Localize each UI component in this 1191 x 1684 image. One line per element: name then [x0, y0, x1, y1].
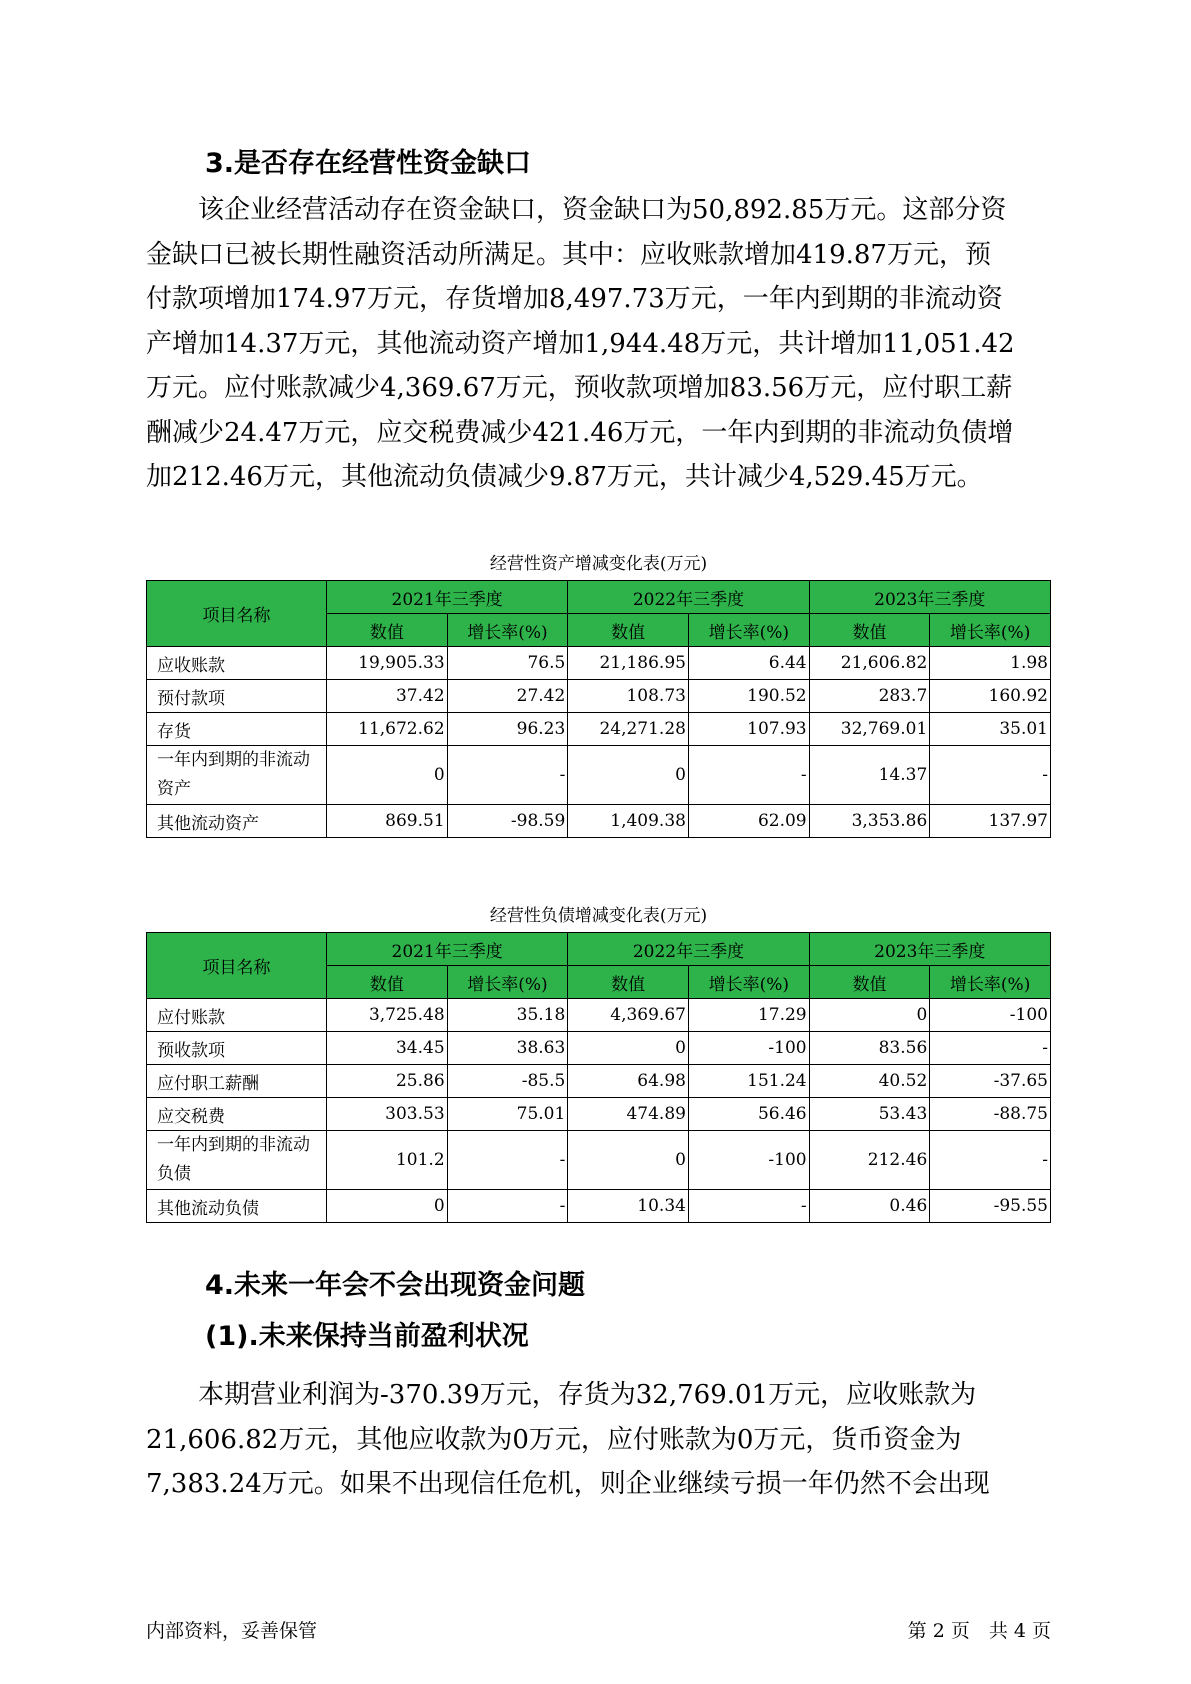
column-header-value: 数值 [327, 614, 448, 647]
column-header-growth-rate: 增长率(%) [688, 614, 809, 647]
table-cell: 35.01 [930, 713, 1051, 746]
table-cell: 76.5 [447, 647, 568, 680]
column-header-period: 2021年三季度 [327, 581, 568, 614]
table-cell: 4,369.67 [568, 999, 689, 1032]
table-cell: - [688, 746, 809, 805]
table-cell: 0 [568, 1131, 689, 1190]
table-cell: - [447, 1190, 568, 1223]
assets-table-caption: 经营性资产增减变化表(万元) [489, 554, 708, 574]
table-cell: 11,672.62 [327, 713, 448, 746]
row-label: 其他流动负债 [147, 1190, 327, 1223]
column-header-growth-rate: 增长率(%) [930, 614, 1051, 647]
assets-table [146, 580, 1051, 838]
table-cell: - [688, 1190, 809, 1223]
table-cell: 108.73 [568, 680, 689, 713]
table-cell: 3,725.48 [327, 999, 448, 1032]
footer-confidential-note: 内部资料，妥善保管 [146, 1620, 318, 1642]
table-cell: 869.51 [327, 805, 448, 838]
column-header-value: 数值 [568, 966, 689, 999]
column-header-period: 2023年三季度 [809, 933, 1050, 966]
row-label: 其他流动资产 [147, 805, 327, 838]
row-label: 预付款项 [147, 680, 327, 713]
table-cell: 10.34 [568, 1190, 689, 1223]
row-label: 应交税费 [147, 1098, 327, 1131]
table-cell: 32,769.01 [809, 713, 930, 746]
table-row [147, 1131, 1051, 1190]
column-header-growth-rate: 增长率(%) [688, 966, 809, 999]
table-cell: 1.98 [930, 647, 1051, 680]
table-cell: 83.56 [809, 1032, 930, 1065]
table-cell: 40.52 [809, 1065, 930, 1098]
table-cell: 24,271.28 [568, 713, 689, 746]
paragraph-line: 酬减少24.47万元，应交税费减少421.46万元，一年内到期的非流动负债增 [146, 417, 1014, 448]
column-header-growth-rate: 增长率(%) [447, 614, 568, 647]
table-cell: 0 [568, 746, 689, 805]
row-label: 应收账款 [147, 647, 327, 680]
table-cell: - [447, 746, 568, 805]
column-header-item-name: 项目名称 [147, 933, 327, 999]
table-cell: 137.97 [930, 805, 1051, 838]
table-row [147, 999, 1051, 1032]
column-header-value: 数值 [568, 614, 689, 647]
column-header-value: 数值 [809, 966, 930, 999]
paragraph-line: 该企业经营活动存在资金缺口，资金缺口为50,892.85万元。这部分资 [146, 195, 1007, 225]
table-cell: 6.44 [688, 647, 809, 680]
liabilities-table [146, 932, 1051, 1223]
table-cell: 75.01 [447, 1098, 568, 1131]
column-header-item-name: 项目名称 [147, 581, 327, 647]
paragraph-line: 万元。应付账款减少4,369.67万元，预收款项增加83.56万元，应付职工薪 [146, 373, 1013, 403]
table-cell: 62.09 [688, 805, 809, 838]
paragraph-line: 产增加14.37万元，其他流动资产增加1,944.48万元，共计增加11,051.42 [146, 328, 1015, 359]
column-header-growth-rate: 增长率(%) [447, 966, 568, 999]
paragraph-line: 本期营业利润为-370.39万元，存货为32,769.01万元，应收账款为 [146, 1380, 977, 1410]
section-4-paragraph [146, 1373, 1061, 1507]
section-3-paragraph [146, 188, 1061, 500]
table-cell: 27.42 [447, 680, 568, 713]
row-label: 预收款项 [147, 1032, 327, 1065]
table-cell: 151.24 [688, 1065, 809, 1098]
table-cell: - [930, 1032, 1051, 1065]
table-cell: 474.89 [568, 1098, 689, 1131]
table-cell: 190.52 [688, 680, 809, 713]
column-header-growth-rate: 增长率(%) [930, 966, 1051, 999]
table-cell: - [930, 1131, 1051, 1190]
table-cell: 283.7 [809, 680, 930, 713]
table-cell: -37.65 [930, 1065, 1051, 1098]
table-cell: 19,905.33 [327, 647, 448, 680]
table-cell: 0 [327, 1190, 448, 1223]
table-cell: 0 [568, 1032, 689, 1065]
row-label: 应付账款 [147, 999, 327, 1032]
table-cell: 35.18 [447, 999, 568, 1032]
row-label: 应付职工薪酬 [147, 1065, 327, 1098]
table-cell: 38.63 [447, 1032, 568, 1065]
table-row [147, 1190, 1051, 1223]
table-cell: 0.46 [809, 1190, 930, 1223]
table-row [147, 805, 1051, 838]
paragraph-line: 21,606.82万元，其他应收款为0万元，应付账款为0万元，货币资金为 [146, 1424, 962, 1455]
table-cell: -85.5 [447, 1065, 568, 1098]
table-cell: 37.42 [327, 680, 448, 713]
table-cell: 96.23 [447, 713, 568, 746]
paragraph-line: 付款项增加174.97万元，存货增加8,497.73万元，一年内到期的非流动资 [146, 284, 1003, 314]
table-row [147, 1032, 1051, 1065]
table-row [147, 1065, 1051, 1098]
table-cell: -95.55 [930, 1190, 1051, 1223]
table-cell: 21,606.82 [809, 647, 930, 680]
row-label: 存货 [147, 713, 327, 746]
table-cell: 107.93 [688, 713, 809, 746]
table-row [147, 746, 1051, 805]
section-4-heading: 4.未来一年会不会出现资金问题 [205, 1270, 586, 1301]
table-cell: 212.46 [809, 1131, 930, 1190]
column-header-value: 数值 [327, 966, 448, 999]
row-label: 一年内到期的非流动负债 [147, 1131, 327, 1190]
row-label: 一年内到期的非流动资产 [147, 746, 327, 805]
paragraph-line: 7,383.24万元。如果不出现信任危机，则企业继续亏损一年仍然不会出现 [146, 1469, 990, 1499]
table-row [147, 647, 1051, 680]
table-cell: 303.53 [327, 1098, 448, 1131]
table-cell: 0 [327, 746, 448, 805]
table-row [147, 713, 1051, 746]
table-cell: 56.46 [688, 1098, 809, 1131]
table-cell: 17.29 [688, 999, 809, 1032]
table-cell: 3,353.86 [809, 805, 930, 838]
table-cell: 14.37 [809, 746, 930, 805]
table-cell: - [447, 1131, 568, 1190]
table-row [147, 1098, 1051, 1131]
table-cell: 21,186.95 [568, 647, 689, 680]
table-cell: -100 [930, 999, 1051, 1032]
paragraph-line: 加212.46万元，其他流动负债减少9.87万元，共计减少4,529.45万元。 [146, 462, 983, 492]
table-cell: 1,409.38 [568, 805, 689, 838]
table-cell: 0 [809, 999, 930, 1032]
table-cell: 160.92 [930, 680, 1051, 713]
column-header-period: 2022年三季度 [568, 933, 809, 966]
table-cell: 25.86 [327, 1065, 448, 1098]
column-header-period: 2022年三季度 [568, 581, 809, 614]
table-cell: -100 [688, 1032, 809, 1065]
column-header-period: 2023年三季度 [809, 581, 1050, 614]
table-cell: - [930, 746, 1051, 805]
table-cell: 34.45 [327, 1032, 448, 1065]
column-header-period: 2021年三季度 [327, 933, 568, 966]
table-cell: 64.98 [568, 1065, 689, 1098]
table-cell: -98.59 [447, 805, 568, 838]
section-3-heading: 3.是否存在经营性资金缺口 [205, 148, 532, 179]
footer-page-number: 第 2 页 共 4 页 [907, 1620, 1051, 1642]
table-row [147, 680, 1051, 713]
table-cell: 53.43 [809, 1098, 930, 1131]
paragraph-line: 金缺口已被长期性融资活动所满足。其中：应收账款增加419.87万元，预 [146, 239, 991, 270]
table-cell: -100 [688, 1131, 809, 1190]
liabilities-table-caption: 经营性负债增减变化表(万元) [489, 906, 708, 926]
table-cell: 101.2 [327, 1131, 448, 1190]
column-header-value: 数值 [809, 614, 930, 647]
table-cell: -88.75 [930, 1098, 1051, 1131]
section-4-subheading: (1).未来保持当前盈利状况 [205, 1321, 529, 1352]
